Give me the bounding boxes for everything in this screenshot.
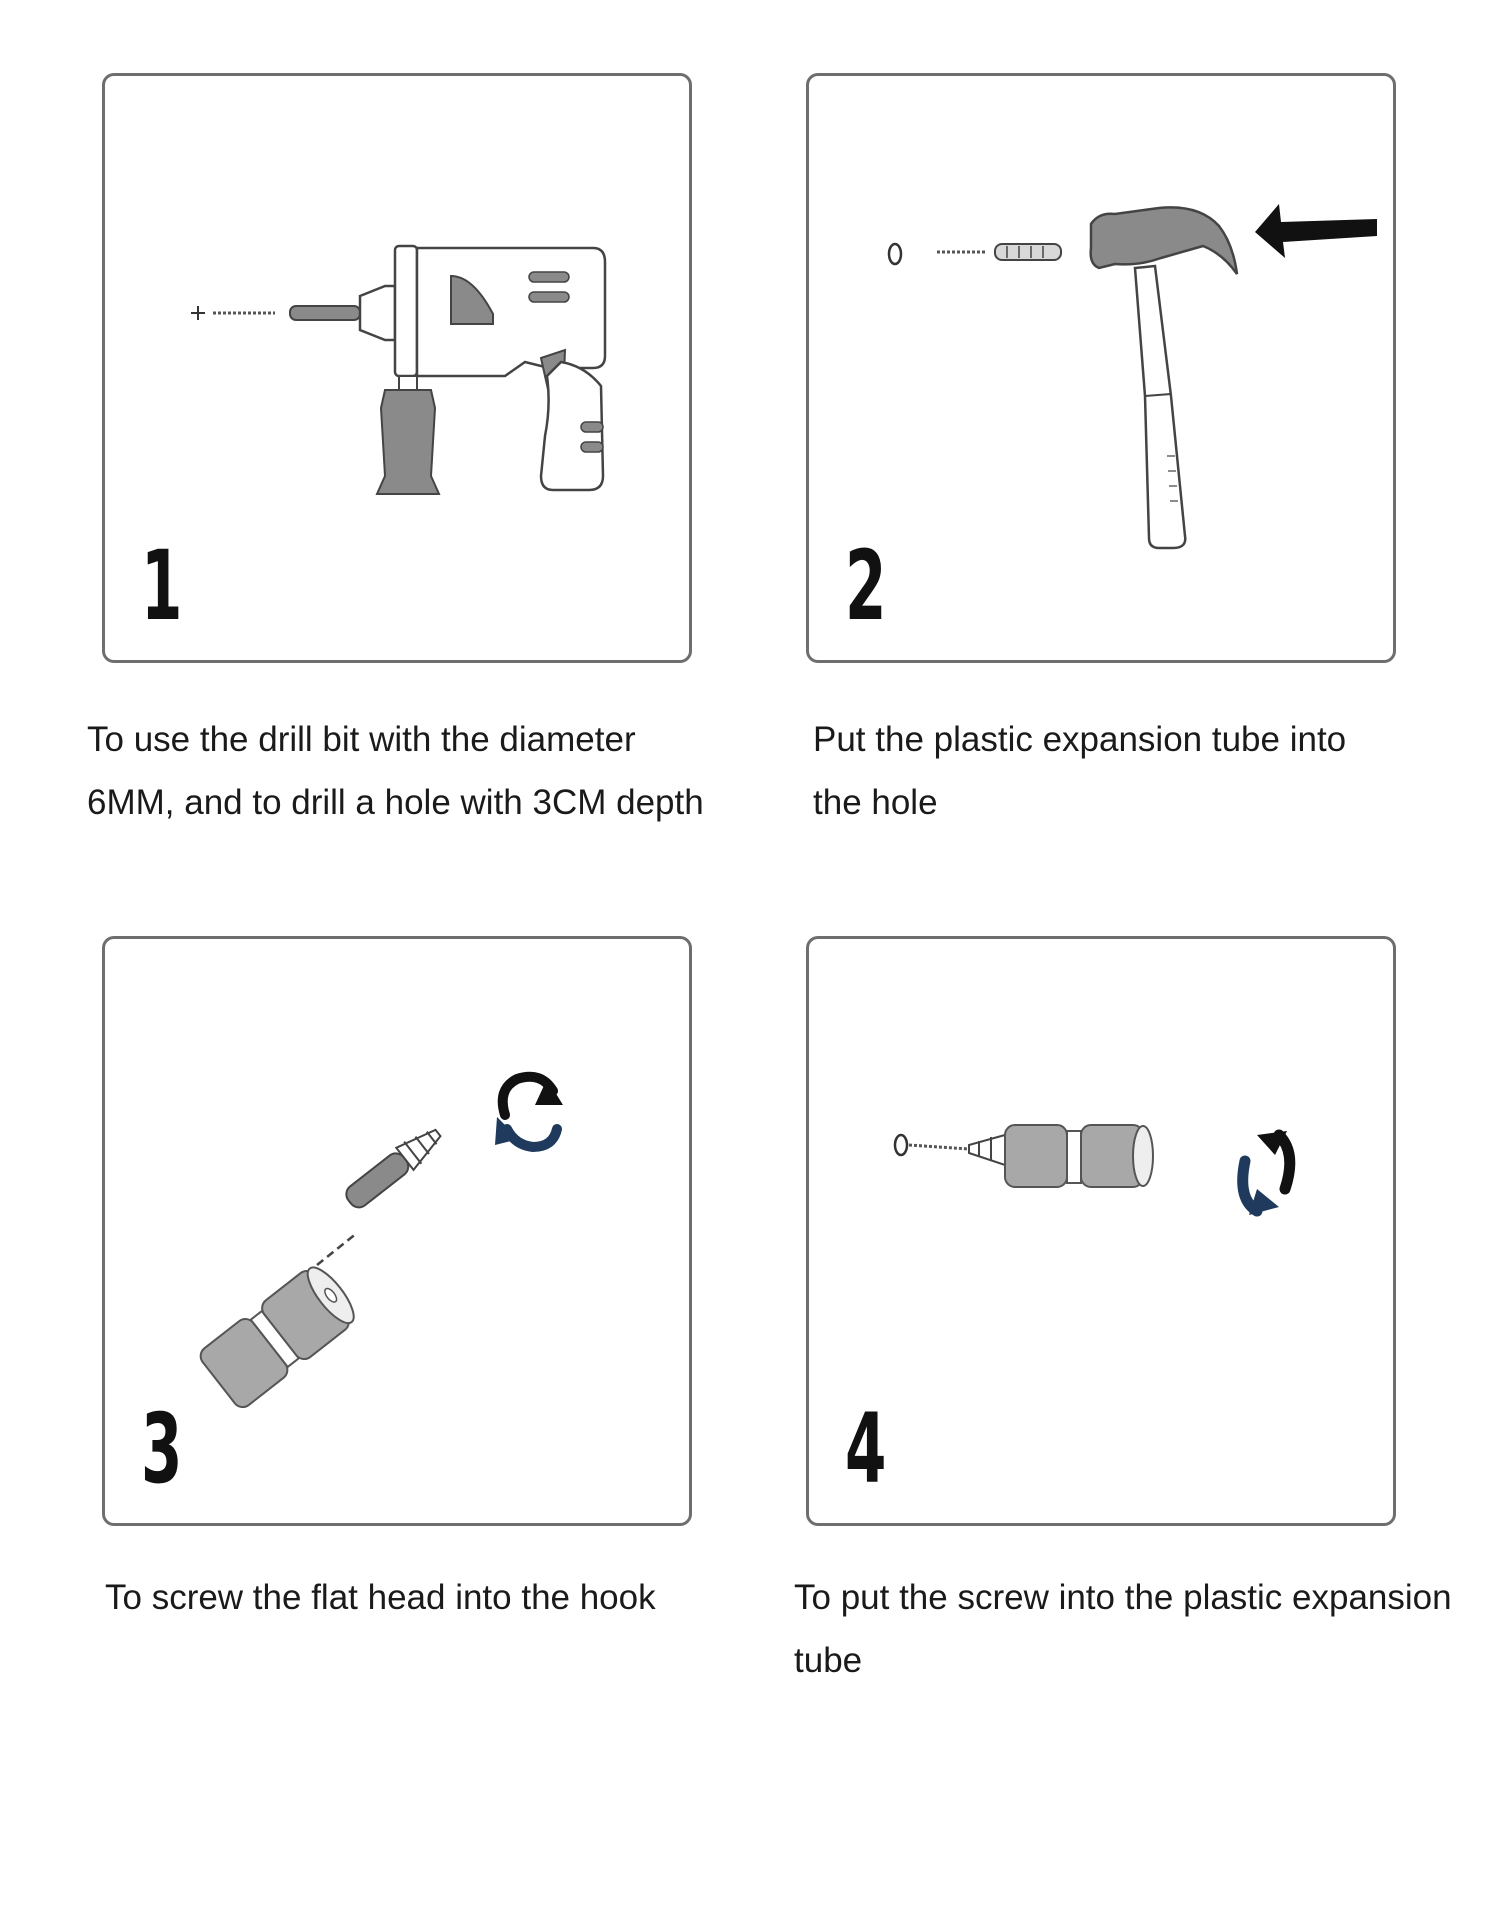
step-3-caption [105,1566,656,1629]
rotate-icon [495,1077,563,1147]
screw-hook-icon [105,939,689,1523]
step-number: 1 [141,530,183,642]
step-number: 4 [845,1393,887,1505]
electric-drill-icon [105,76,689,660]
step-number: 2 [845,530,887,642]
caption-line: To use the drill bit with the diameter [87,720,636,759]
step-1-caption [87,708,704,834]
step-3-panel [102,936,692,1526]
caption-line: the hole [813,783,938,822]
rotate-icon [1243,1131,1290,1215]
step-2-panel [806,73,1396,663]
hammer-icon [809,76,1393,660]
step-number: 3 [141,1393,183,1505]
screw-hook-icon [809,939,1393,1523]
step-4-caption [794,1566,1452,1692]
caption-line: 6MM, and to drill a hole with 3CM depth [87,783,704,822]
step-1-panel [102,73,692,663]
step-2-caption [813,708,1346,834]
caption-line: To put the screw into the plastic expansion [794,1578,1452,1617]
step-4-panel [806,936,1396,1526]
caption-line: Put the plastic expansion tube into [813,720,1347,759]
caption-line: To screw the flat head into the hook [105,1578,656,1617]
caption-line: tube [794,1641,863,1680]
